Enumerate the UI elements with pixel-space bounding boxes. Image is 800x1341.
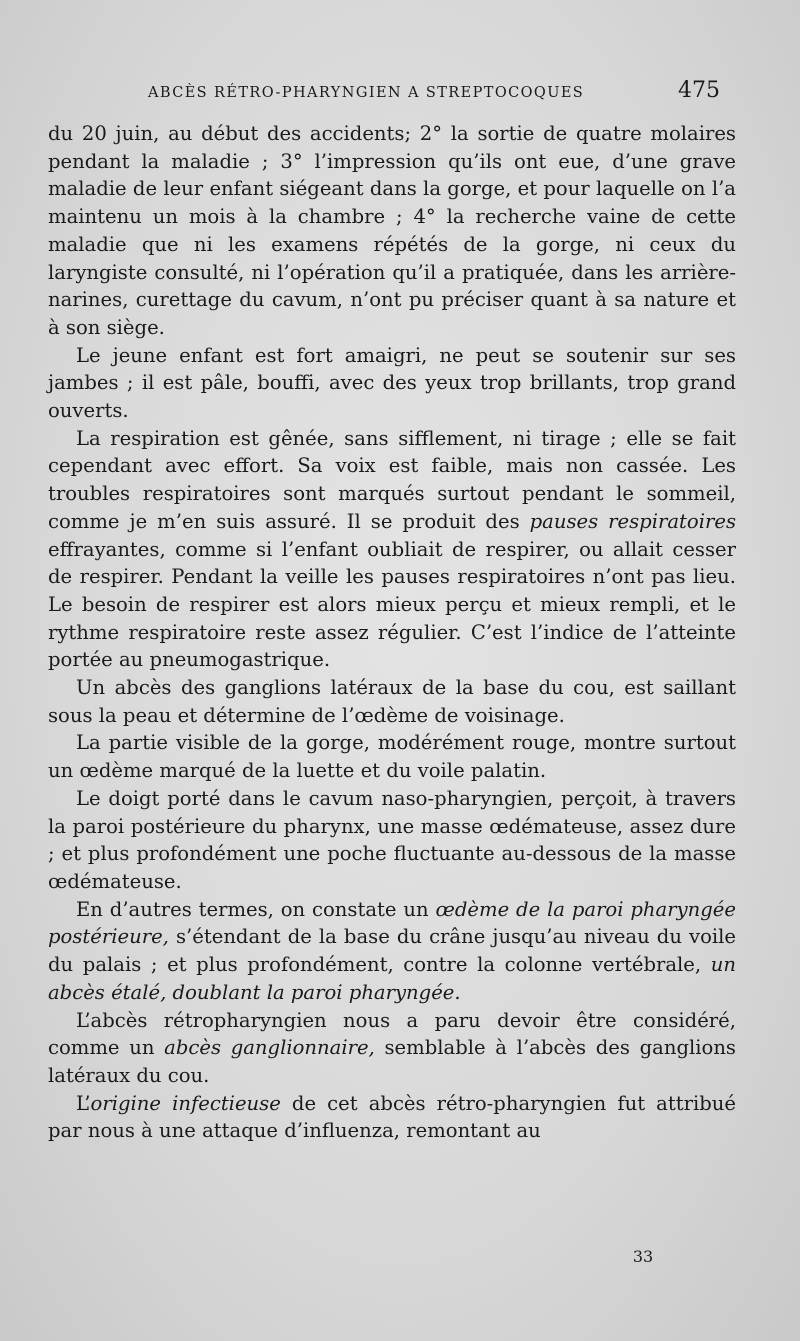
italic-text: œdème de la paroi pharyngée postérieure, [48,897,736,949]
text-run: de cet abcès rétro-pharyngien fut attribué par nous à une attaque d’influenza, remontant au [48,1091,736,1143]
text-run: La respiration est gênée, sans sifflement, ni tirage ; elle se fait cependant avec effort. Sa voix est faible, mais non cassée. Les troubles respiratoires sont marqués surtout pendant le sommeil, comme je m’en suis assuré. Il se produit des [48,426,736,533]
page-number: 475 [678,78,720,103]
text-run: En d’autres termes, on constate un [76,897,436,921]
paragraph [48,120,736,342]
italic-text: pauses respiratoires [529,509,736,533]
text-run: La partie visible de la gorge, modérément rouge, montre surtout un œdème marqué de la luette et du voile palatin. [48,731,736,783]
text-run: L’abcès rétropharyngien nous a paru devoir être considéré, comme un [48,1008,736,1060]
paragraph [48,674,736,729]
italic-text: abcès ganglionnaire, [164,1036,375,1060]
paragraph [48,1007,736,1090]
running-title: ABCÈS RÉTRO-PHARYNGIEN A STREPTOCOQUES [148,85,585,101]
italic-text: origine infectieuse [90,1091,281,1115]
body-text [48,120,736,1145]
text-run: Un abcès des ganglions latéraux de la base du cou, est saillant sous la peau et détermine de l’œdème de voisinage. [48,676,736,727]
paragraph [48,785,736,896]
text-run: semblable à l’abcès des ganglions latéraux du cou. [48,1036,736,1087]
text-run: L’ [76,1091,91,1115]
text-run: Le jeune enfant est fort amaigri, ne peut se soutenir sur ses jambes ; il est pâle, bouffi, avec des yeux trop brillants, trop grand ouverts. [48,343,736,423]
text-run: du 20 juin, au début des accidents; 2° la sortie de quatre molaires pendant la maladie ; 3° l’impression qu’ils ont eue, d’une grave maladie de leur enfant siégeant dans la gorge, et pour laquelle on l’a maintenu un mois à la chambre ; 4° la recherche vaine de cette maladie que ni les examens répétés de la gorge, ni ceux du laryngiste consulté, ni l’opération qu’il a pratiquée, dans les arrière-narines, curettage du cavum, n’ont pu préciser quant à sa nature et à son siège. [48,122,736,339]
paragraph [48,729,736,784]
text-run: effrayantes, comme si l’enfant oubliait de respirer, ou allait cesser de respirer. Pendant la veille les pauses respiratoires n’ont pas lieu. Le besoin de respirer est alors mieux perçu et mieux rempli, et le rythme respiratoire reste assez régulier. C’est l’indice de l’atteinte portée au pneumogastrique. [48,537,736,672]
text-run: Le doigt porté dans le cavum naso-pharyngien, perçoit, à travers la paroi postérieure du pharynx, une masse œdémateuse, assez dure ; et plus profondément une poche fluctuante au-dessous de la masse œdémateuse. [48,786,736,893]
paragraph [48,1090,736,1145]
paragraph [48,425,736,674]
paragraph [48,342,736,425]
signature-mark: 33 [632,1247,654,1266]
text-run: s’étendant de la base du crâne jusqu’au niveau du voile du palais ; et plus profondément, contre la colonne vertébrale, [48,925,736,977]
paragraph [48,896,736,1007]
running-header [148,78,720,103]
italic-text: un abcès étalé, doublant la paroi pharyngée. [48,953,736,1004]
